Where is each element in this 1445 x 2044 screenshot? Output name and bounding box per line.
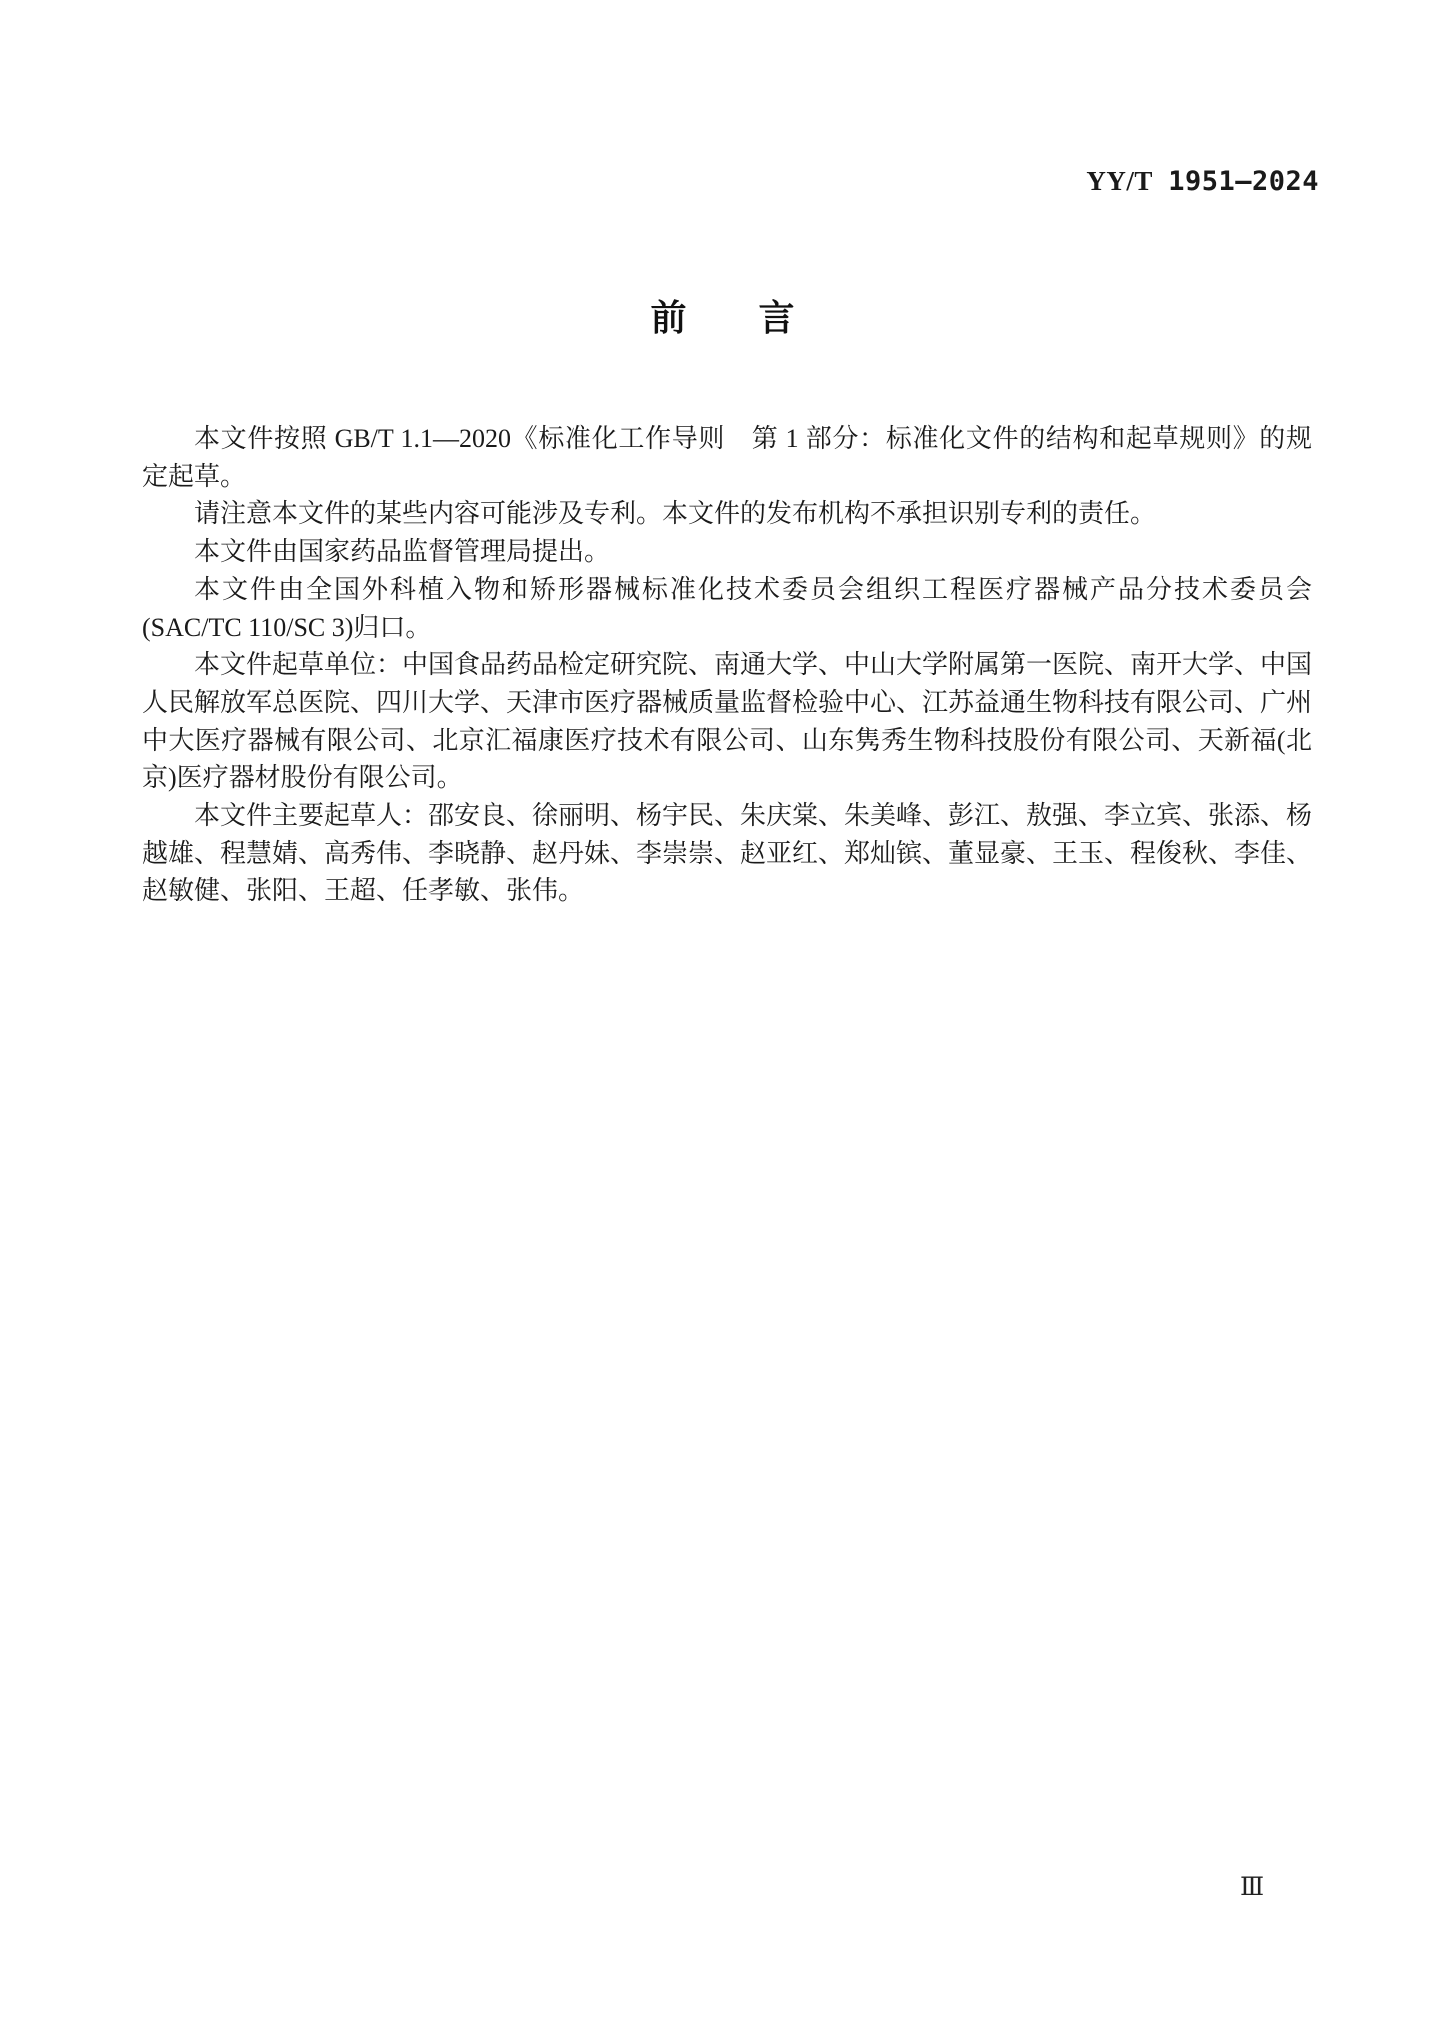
foreword-paragraph-centralized-by: 本文件由全国外科植入物和矫形器械标准化技术委员会组织工程医疗器械产品分技术委员会(SAC/TC 110/SC 3)归口。 xyxy=(142,574,1312,642)
foreword-title: 前 言 xyxy=(650,297,795,338)
standard-code-prefix: YY/T xyxy=(1086,166,1153,196)
foreword-paragraph-main-drafters: 本文件主要起草人：邵安良、徐丽明、杨宇民、朱庆棠、朱美峰、彭江、敖强、李立宾、张添、杨越雄、程慧婧、高秀伟、李晓静、赵丹妹、李崇崇、赵亚红、郑灿镔、董显豪、王玉、程俊秋、李佳、赵敏健、张阳、王超、任孝敏、张伟。 xyxy=(142,801,1313,906)
page-number: Ⅲ xyxy=(1240,1874,1265,1901)
foreword-paragraph-patent-notice: 请注意本文件的某些内容可能涉及专利。本文件的发布机构不承担识别专利的责任。 xyxy=(194,499,1157,529)
foreword-body xyxy=(142,420,1312,910)
foreword-paragraph-drafting-rules: 本文件按照 GB/T 1.1—2020《标准化工作导则 第 1 部分：标准化文件的结构和起草规则》的规定起草。 xyxy=(142,424,1312,491)
foreword-paragraph-drafting-organizations: 本文件起草单位：中国食品药品检定研究院、南通大学、中山大学附属第一医院、南开大学、中国人民解放军总医院、四川大学、天津市医疗器械质量监督检验中心、江苏益通生物科技有限公司、广州中大医疗器械有限公司、北京汇福康医疗技术有限公司、山东隽秀生物科技股份有限公司、天新福(北京)医疗器材股份有限公司。 xyxy=(142,650,1313,793)
foreword-paragraph-proposed-by: 本文件由国家药品监督管理局提出。 xyxy=(194,537,611,567)
standard-code xyxy=(1086,166,1319,197)
standard-code-number: 1951—2024 xyxy=(1168,166,1319,197)
